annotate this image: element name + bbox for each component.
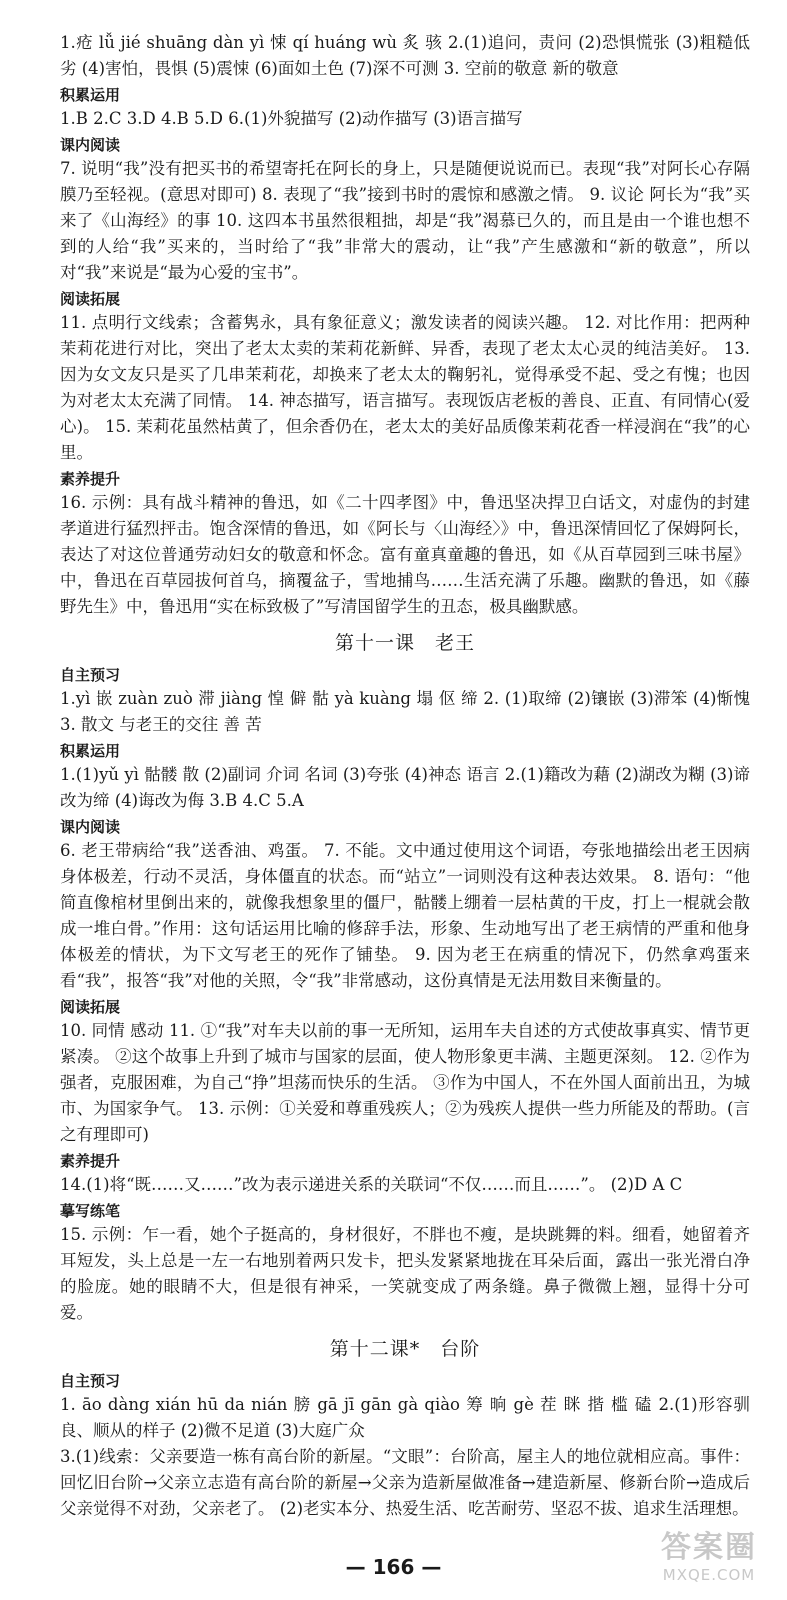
lesson11-extend: 10. 同情 感动 11. ①“我”对车夫以前的事一无所知，运用车夫自述的方式使故事真实、情节更紧凑。 ②这个故事上升到了城市与国家的层面，使人物形象更丰满、主题更深刻。 12. ②作为强者，克服困难，为自己“挣”坦荡而快乐的生活。 ③作为中国人，不在外国人面前出丑，为城市、为国家争气。 13. 示例：①关爱和尊重残疾人；②为残疾人提供一些力所能及的帮助。(言之有理即可) [60, 1021, 750, 1144]
lesson11-write: 15. 示例：乍一看，她个子挺高的，身材很好，不胖也不瘦，是块跳舞的料。细看，她留着齐耳短发，头上总是一左一右地别着两只发卡，把头发紧紧地拢在耳朵后面，露出一张光滑白净的脸庞。她的眼睛不大，但是很有神采，一笑就变成了两条缝。鼻子微微上翘，显得十分可爱。 [60, 1225, 750, 1322]
lesson11-extend-heading: 阅读拓展 [60, 998, 121, 1016]
lesson11-inclass-heading: 课内阅读 [60, 818, 121, 836]
lesson11-improve: 14.(1)将“既……又……”改为表示递进关系的关联词“不仅……而且……”。 (2)D A C [60, 1175, 683, 1194]
lesson11-improve-heading: 素养提升 [60, 1152, 121, 1170]
watermark-url: MXQE.COM [662, 1566, 756, 1584]
lesson10-extend: 11. 点明行文线索；含蓄隽永，具有象征意义；激发读者的阅读兴趣。 12. 对比作用：把两种茉莉花进行对比，突出了老太太卖的茉莉花新鲜、异香，表现了老太太心灵的纯洁美好。 13. 因为女文友只是买了几串茉莉花，却换来了老太太的鞠躬礼，觉得承受不起、受之有愧；也因为对老太太充满了同情。 14. 神态描写，语言描写。表现饭店老板的善良、正直、有同情心(爱心)。 15. 茉莉花虽然枯黄了，但余香仍在，老太太的美好品质像茉莉花香一样浸润在“我”的心里。 [60, 313, 750, 462]
lesson11-write-heading: 摹写练笔 [60, 1202, 121, 1220]
lesson10-improve-heading: 素养提升 [60, 470, 121, 488]
watermark-logo [649, 1530, 769, 1590]
lesson10-inclass-heading: 课内阅读 [60, 136, 121, 154]
page-number: — 166 — [345, 1555, 442, 1579]
lesson12-preview-heading: 自主预习 [60, 1372, 121, 1390]
lesson10-accumulate-heading: 积累运用 [60, 86, 121, 104]
lesson12-preview-1: 1. āo dàng xián hū da nián 膀 gā jī gān gà qiào 筹 晌 gè 茬 眯 揩 槛 磕 2.(1)形容驯良、顺从的样子 (2)微不足道 (3)大庭广众 [60, 1395, 750, 1440]
lesson10-preview: 1.疮 lǚ jié shuāng dàn yì 悚 qí huáng wù 炙 骇 2.(1)追问，责问 (2)恐惧慌张 (3)粗糙低劣 (4)害怕，畏惧 (5)震悚 (6)面如土色 (7)深不可测 3. 空前的敬意 新的敬意 [60, 33, 750, 78]
lesson11-accumulate-heading: 积累运用 [60, 742, 121, 760]
lesson10-improve: 16. 示例：具有战斗精神的鲁迅，如《二十四孝图》中，鲁迅坚决捍卫白话文，对虚伪的封建孝道进行猛烈抨击。饱含深情的鲁迅，如《阿长与〈山海经〉》中，鲁迅深情回忆了保姆阿长，表达了对这位普通劳动妇女的敬意和怀念。富有童真童趣的鲁迅，如《从百草园到三味书屋》中，鲁迅在百草园拔何首乌，摘覆盆子，雪地捕鸟……生活充满了乐趣。幽默的鲁迅，如《藤野先生》中，鲁迅用“实在标致极了”写清国留学生的丑态，极具幽默感。 [60, 493, 750, 616]
lesson10-inclass: 7. 说明“我”没有把买书的希望寄托在阿长的身上，只是随便说说而已。表现“我”对阿长心存隔膜乃至轻视。(意思对即可) 8. 表现了“我”接到书时的震惊和感激之情。 9. 议论 阿长为“我”买来了《山海经》的事 10. 这四本书虽然很粗拙，却是“我”渴慕已久的，而且是由一个谁也想不到的人给“我”买来的，当时给了“我”非常大的震动，让“我”产生感激和“新的敬意”，所以对“我”来说是“最为心爱的宝书”。 [60, 159, 750, 282]
lesson11-accumulate: 1.(1)yǔ yì 骷髅 散 (2)副词 介词 名词 (3)夸张 (4)神态 语言 2.(1)籍改为藉 (2)湖改为糊 (3)谛改为缔 (4)诲改为侮 3.B 4.C 5.A [60, 765, 750, 810]
lesson12-preview-2: 3.(1)线索：父亲要造一栋有高台阶的新屋。“文眼”：台阶高，屋主人的地位就相应高。事件：回忆旧台阶→父亲立志造有高台阶的新屋→父亲为造新屋做准备→建造新屋、修新台阶→造成后父亲觉得不对劲，父亲老了。 (2)老实本分、热爱生活、吃苦耐劳、坚忍不拔、追求生活理想。 [60, 1447, 750, 1518]
lesson11-inclass: 6. 老王带病给“我”送香油、鸡蛋。 7. 不能。文中通过使用这个词语，夸张地描绘出老王因病身体极差，行动不灵活，身体僵直的状态。而“站立”一词则没有这种表达效果。 8. 语句：“他简直像棺材里倒出来的，就像我想象里的僵尸，骷髅上绷着一层枯黄的干皮，打上一棍就会散成一堆白骨。”作用：这句话运用比喻的修辞手法，形象、生动地写出了老王病情的严重和他身体极差的情状，为下文写老王的死作了铺垫。 9. 因为老王在病重的情况下，仍然拿鸡蛋来看“我”，报答“我”对他的关照，令“我”非常感动，这份真情是无法用数目来衡量的。 [60, 841, 750, 990]
lesson10-extend-heading: 阅读拓展 [60, 290, 121, 308]
watermark-text: 答案圈 [661, 1530, 757, 1565]
lesson11-preview-heading: 自主预习 [60, 666, 121, 684]
lesson12-title: 第十二课* 台阶 [329, 1338, 481, 1360]
lesson10-accumulate: 1.B 2.C 3.D 4.B 5.D 6.(1)外貌描写 (2)动作描写 (3)语言描写 [60, 109, 523, 128]
answer-page [60, 30, 750, 1522]
lesson11-preview: 1.yì 嵌 zuàn zuò 滞 jiàng 惶 僻 骷 yà kuàng 塌 伛 缔 2. (1)取缔 (2)镶嵌 (3)滞笨 (4)惭愧 3. 散文 与老王的交往 善 苦 [60, 689, 750, 734]
lesson11-title: 第十一课 老王 [334, 632, 475, 654]
